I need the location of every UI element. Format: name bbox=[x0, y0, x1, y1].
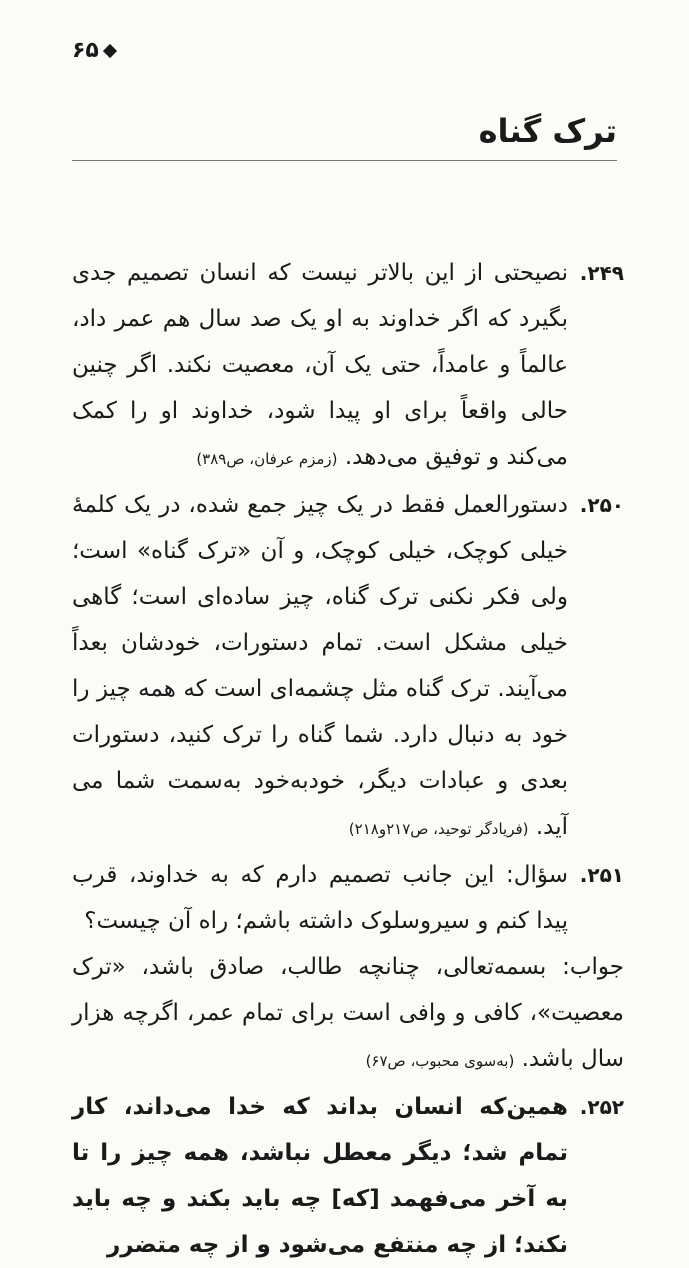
title-divider bbox=[72, 160, 617, 161]
entry-number: ۲۵۰. bbox=[579, 493, 624, 517]
entry-251 bbox=[72, 852, 624, 944]
answer-text: جواب: بسمه‌تعالی، چنانچه طالب، صادق باشد، «ترک معصیت»، کافی و وافی است برای تمام عمر، اگرچه هزار سال باشد. bbox=[72, 954, 624, 1072]
entry-text: دستورالعمل فقط در یک چیز جمع شده، در یک کلمهٔ خیلی کوچک، خیلی کوچک، و آن «ترک گناه» است؛ ولی فکر نکنی ترک گناه، چیز ساده‌ای است؛ گاهی خیلی مشکل است. تمام دستورات، خودشان بعداً می‌آیند. ترک گناه مثل چشمه‌ای است که همه چیز را خود به دنبال دارد. شما گناه را ترک کنید، دستورات بعدی و عبادات دیگر، خودبه‌خود به‌سمت شما می آید. bbox=[72, 492, 568, 840]
entry-text: سؤال: این جانب تصمیم دارم که به خداوند، قرب پیدا کنم و سیروسلوک داشته باشم؛ راه آن چیست؟ bbox=[72, 862, 568, 934]
entry-number: ۲۴۹. bbox=[579, 261, 624, 285]
page-number: ۶۵ bbox=[72, 38, 99, 63]
entry-249 bbox=[72, 250, 624, 482]
entry-source: (زمزم عرفان، ص۳۸۹) bbox=[196, 450, 338, 468]
entry-252 bbox=[72, 1084, 624, 1268]
page-body bbox=[72, 250, 624, 1268]
entry-text: نصیحتی از این بالاتر نیست که انسان تصمیم جدی بگیرد که اگر خداوند به او یک صد سال هم عمر داد، عالماً و عامداً، حتی یک آن، معصیت نکند. اگر چنین حالی واقعاً برای او پیدا شود، خداوند او را کمک می‌کند و توفیق می‌دهد. bbox=[72, 260, 568, 470]
entry-source: (به‌سوی محبوب، ص۶۷) bbox=[365, 1052, 515, 1070]
entry-number: ۲۵۱. bbox=[579, 863, 624, 887]
diamond-icon bbox=[103, 43, 117, 57]
entry-number: ۲۵۲. bbox=[579, 1095, 624, 1119]
page-header bbox=[72, 38, 115, 63]
chapter-title: ترک گناه bbox=[478, 112, 617, 150]
entry-source: (فریادگر توحید، ص۲۱۷و۲۱۸) bbox=[348, 820, 529, 838]
entry-250 bbox=[72, 482, 624, 852]
entry-251-answer bbox=[72, 944, 624, 1084]
entry-text: همین‌که انسان بداند که خدا می‌داند، کار تمام شد؛ دیگر معطل نباشد، همه چیز را تا به آخر می‌فهمد [که] چه باید بکند و چه باید نکند؛ از چه منتفع می‌شود و از چه متضرر bbox=[72, 1094, 568, 1258]
